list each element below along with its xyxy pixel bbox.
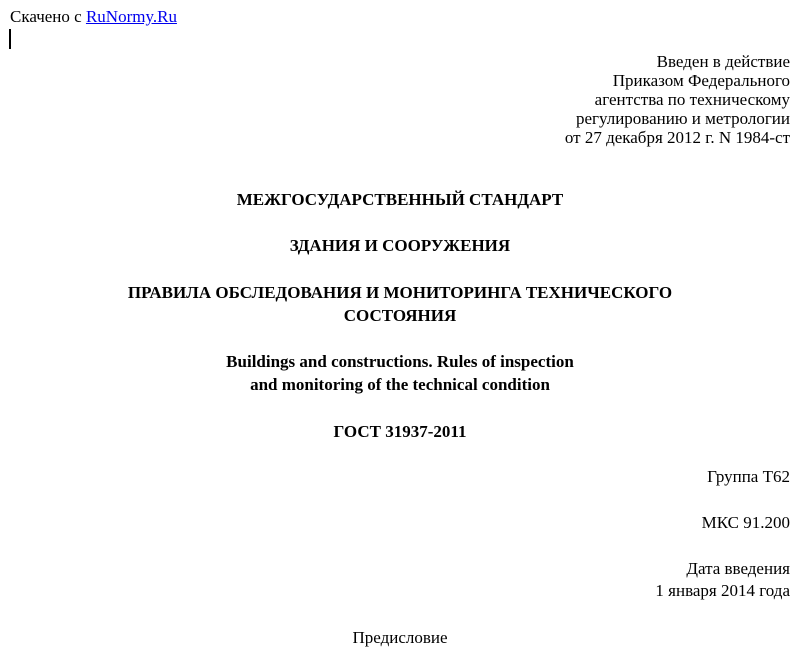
text-cursor [9, 29, 11, 49]
date-label: Дата введения [686, 559, 790, 578]
group-label: Группа Т62 [707, 467, 790, 486]
introduction-block [565, 52, 790, 147]
intro-line: регулированию и метрологии [575, 109, 790, 128]
intro-line: Введен в действие [656, 52, 790, 71]
english-title-line-2: and monitoring of the technical condition [250, 375, 550, 394]
intro-line: от 27 декабря 2012 г. N 1984-ст [564, 128, 790, 147]
source-line [10, 7, 177, 26]
source-link[interactable]: RuNormy.Ru [85, 7, 177, 26]
english-title-line-1: Buildings and constructions. Rules of inspection [226, 352, 574, 371]
foreword-heading: Предисловие [352, 628, 448, 647]
standard-subject: ЗДАНИЯ И СООРУЖЕНИЯ [289, 236, 511, 255]
standard-type: МЕЖГОСУДАРСТВЕННЫЙ СТАНДАРТ [236, 190, 564, 209]
source-prefix: Скачено с [10, 7, 86, 26]
intro-line: агентства по техническому [594, 90, 790, 109]
mks-label: МКС 91.200 [701, 513, 790, 532]
standard-title-line-1: ПРАВИЛА ОБСЛЕДОВАНИЯ И МОНИТОРИНГА ТЕХНИЧЕСКОГО [127, 283, 673, 302]
date-value: 1 января 2014 года [655, 581, 790, 600]
intro-line: Приказом Федерального [612, 71, 790, 90]
standard-code: ГОСТ 31937-2011 [333, 422, 467, 441]
standard-title-line-2: СОСТОЯНИЯ [343, 306, 457, 325]
